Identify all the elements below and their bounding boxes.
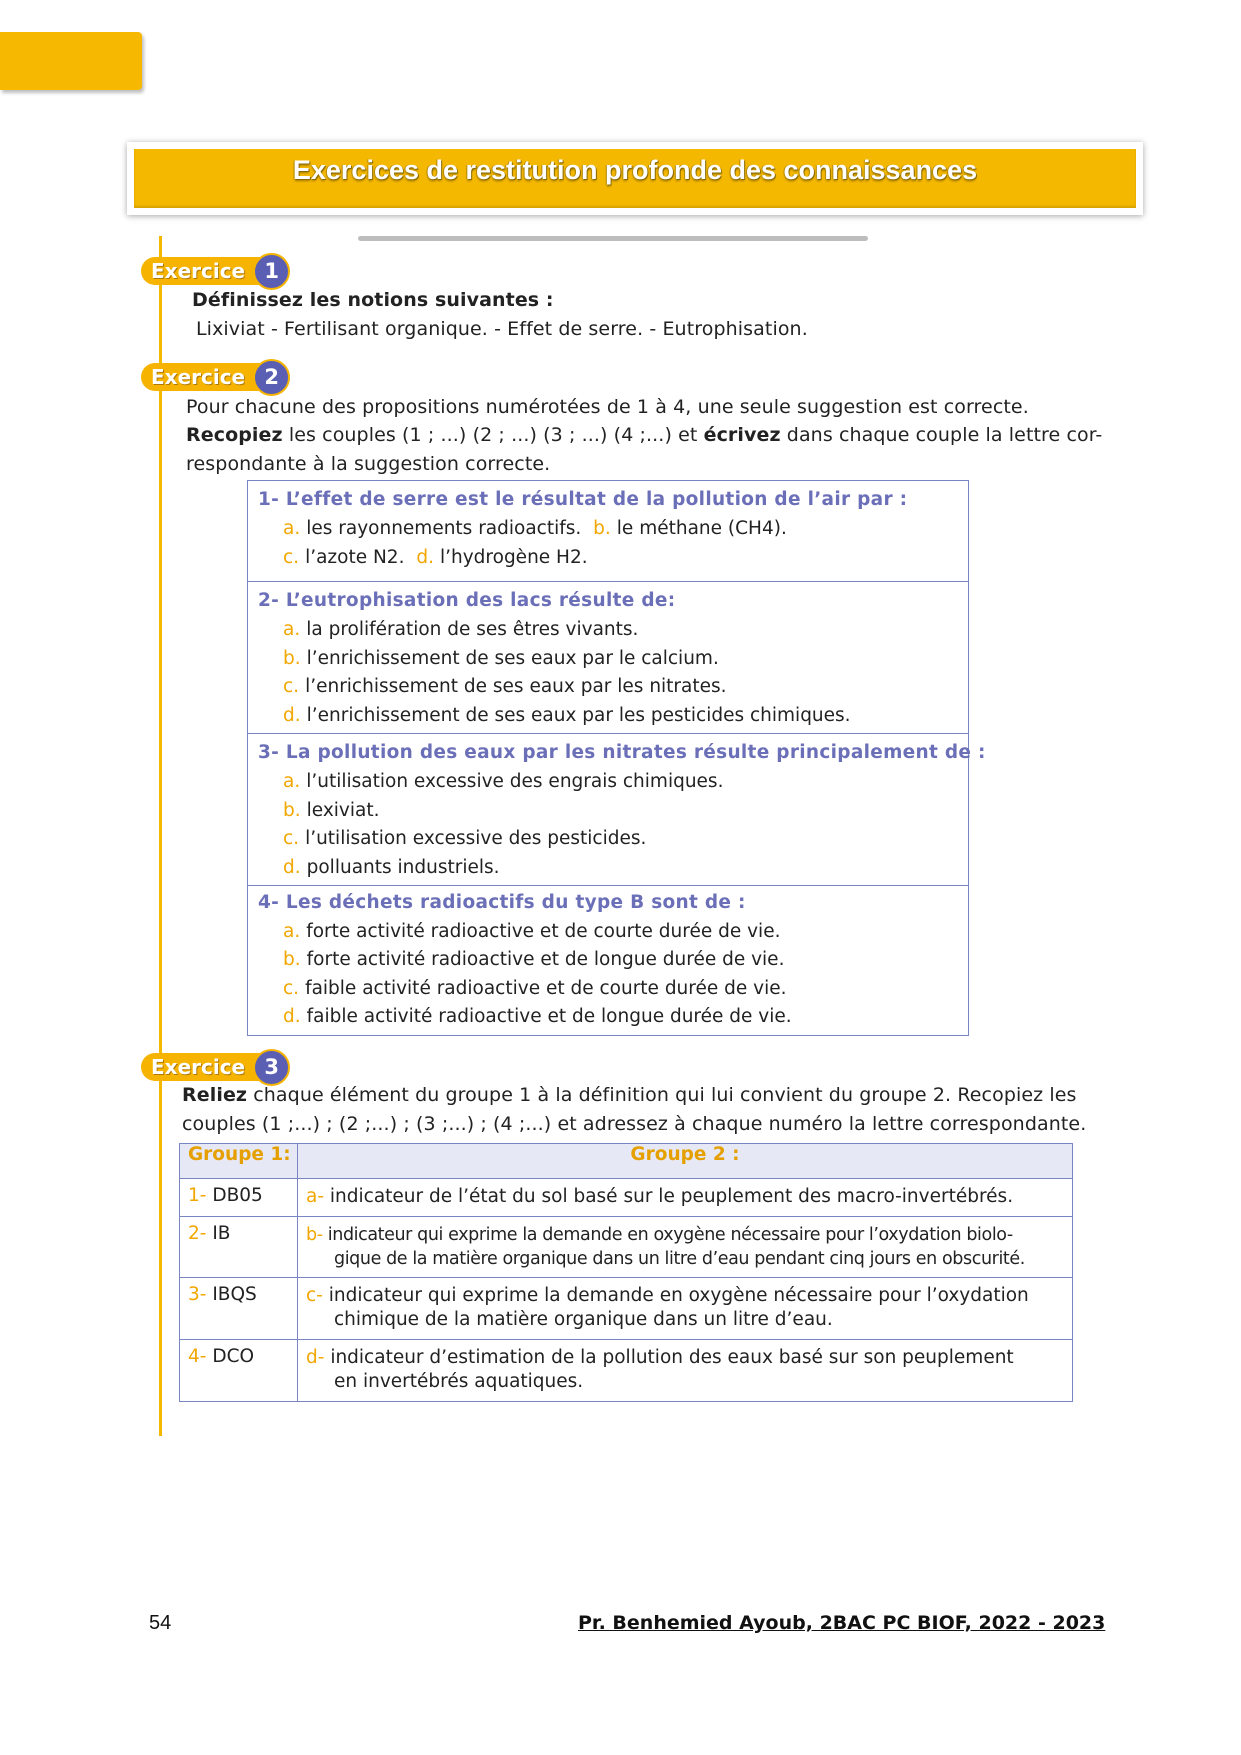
option-text: l’enrichissement de ses eaux par les pesticides chimiques. bbox=[306, 705, 851, 726]
option-letter: a. bbox=[283, 771, 301, 792]
option bbox=[283, 828, 646, 849]
corner-tab bbox=[0, 32, 142, 90]
def-text: indicateur d’estimation de la pollution des eaux basé sur son peuplement bbox=[330, 1347, 1014, 1368]
option-letter: b. bbox=[283, 648, 301, 669]
option-letter: d. bbox=[283, 705, 301, 726]
exercise-label: Exercice bbox=[141, 1053, 275, 1081]
def-letter: d- bbox=[306, 1347, 325, 1368]
matching-table bbox=[179, 1143, 1073, 1402]
option-letter: c. bbox=[283, 978, 300, 999]
item-label: IB bbox=[212, 1223, 231, 1244]
item-number: 1- bbox=[188, 1185, 207, 1206]
exercise-number: 1 bbox=[253, 253, 290, 290]
ex2-recopiez: Recopiez bbox=[186, 424, 283, 446]
question-4-box bbox=[247, 886, 969, 1036]
footer-credit: Pr. Benhemied Ayoub, 2BAC PC BIOF, 2022 - 2023 bbox=[578, 1612, 1106, 1634]
option-letter: b. bbox=[593, 518, 611, 539]
option-text: la prolifération de ses êtres vivants. bbox=[306, 619, 639, 640]
ex2-intro-end: dans chaque couple la lettre cor- bbox=[780, 424, 1103, 446]
ex2-intro-line2 bbox=[186, 424, 1102, 446]
exercise-2-badge bbox=[141, 362, 290, 392]
def-letter: c- bbox=[306, 1285, 323, 1306]
option-letter: c. bbox=[283, 676, 300, 697]
option-text: faible activité radioactive et de courte durée de vie. bbox=[305, 978, 787, 999]
table-row bbox=[180, 1179, 1073, 1217]
option-text: le méthane (CH4). bbox=[616, 518, 787, 539]
def-text: indicateur de l’état du sol basé sur le peuplement des macro-invertébrés. bbox=[329, 1186, 1014, 1207]
option-text: l’utilisation excessive des pesticides. bbox=[305, 828, 647, 849]
group2-cell bbox=[298, 1278, 1073, 1340]
def-text-cont: chimique de la matière organique dans un litre d’eau. bbox=[334, 1309, 833, 1330]
question-title: 2- L’eutrophisation des lacs résulte de: bbox=[258, 590, 676, 611]
question-title: 1- L’effet de serre est le résultat de la pollution de l’air par : bbox=[258, 489, 908, 510]
question-2-box bbox=[247, 582, 969, 734]
group2-cell bbox=[298, 1340, 1073, 1402]
option-letter: c. bbox=[283, 828, 300, 849]
item-number: 2- bbox=[188, 1223, 207, 1244]
table-header-row bbox=[180, 1144, 1073, 1179]
ex3-intro-text: chaque élément du groupe 1 à la définition qui lui convient du groupe 2. Recopiez les bbox=[247, 1084, 1077, 1106]
option bbox=[283, 771, 723, 792]
group1-cell bbox=[180, 1179, 298, 1217]
option-text: lexiviat. bbox=[306, 800, 380, 821]
option bbox=[283, 619, 638, 640]
ex3-intro-line2: couples (1 ;...) ; (2 ;...) ; (3 ;...) ; (4 ;...) et adressez à chaque numéro la lettre correspondante. bbox=[182, 1113, 1087, 1135]
option bbox=[283, 800, 379, 821]
exercise-number: 3 bbox=[253, 1049, 290, 1086]
options-line bbox=[283, 518, 787, 539]
table-row bbox=[180, 1340, 1073, 1402]
option bbox=[283, 978, 787, 999]
def-text: indicateur qui exprime la demande en oxygène nécessaire pour l’oxydation bbox=[328, 1285, 1029, 1306]
option-text: forte activité radioactive et de longue durée de vie. bbox=[306, 949, 785, 970]
table-row bbox=[180, 1278, 1073, 1340]
exercise-1-badge bbox=[141, 256, 290, 286]
option bbox=[283, 705, 851, 726]
option-text: polluants industriels. bbox=[306, 857, 500, 878]
item-label: IBQS bbox=[212, 1284, 257, 1305]
option-text: l’enrichissement de ses eaux par les nitrates. bbox=[305, 676, 727, 697]
column-header-groupe-2: Groupe 2 : bbox=[298, 1144, 1073, 1179]
def-text: indicateur qui exprime la demande en oxygène nécessaire pour l’oxydation biolo- bbox=[327, 1225, 1013, 1245]
option-letter: c. bbox=[283, 547, 300, 568]
option bbox=[283, 648, 719, 669]
group1-cell bbox=[180, 1340, 298, 1402]
question-1-box bbox=[247, 480, 969, 582]
question-title: 3- La pollution des eaux par les nitrates résulte principalement de : bbox=[258, 742, 986, 763]
option-letter: a. bbox=[283, 619, 301, 640]
section-title: Exercices de restitution profonde des connaissances bbox=[292, 155, 978, 185]
exercise-label: Exercice bbox=[141, 363, 275, 391]
margin-rule bbox=[159, 236, 162, 1436]
option bbox=[283, 1006, 792, 1027]
item-number: 4- bbox=[188, 1346, 207, 1367]
option-text: l’hydrogène H2. bbox=[439, 547, 588, 568]
question-3-box bbox=[247, 734, 986, 886]
option bbox=[283, 921, 780, 942]
option bbox=[283, 676, 727, 697]
option-letter: d. bbox=[283, 857, 301, 878]
option-letter: a. bbox=[283, 518, 301, 539]
ex2-ecrivez: écrivez bbox=[703, 424, 781, 446]
exercise-number: 2 bbox=[253, 359, 290, 396]
option bbox=[283, 949, 784, 970]
def-text-cont: en invertébrés aquatiques. bbox=[334, 1371, 584, 1392]
option-letter: a. bbox=[283, 921, 301, 942]
option-text: les rayonnements radioactifs. bbox=[306, 518, 582, 539]
option-letter: d. bbox=[283, 1006, 301, 1027]
item-label: DCO bbox=[212, 1346, 255, 1367]
option-letter: d. bbox=[416, 547, 434, 568]
header-divider bbox=[358, 236, 868, 241]
question-title: 4- Les déchets radioactifs du type B sont de : bbox=[258, 892, 746, 913]
table-row bbox=[180, 1217, 1073, 1278]
option-text: l’enrichissement de ses eaux par le calcium. bbox=[306, 648, 719, 669]
section-header-band bbox=[134, 149, 1136, 208]
def-letter: a- bbox=[306, 1186, 325, 1207]
ex2-couples: les couples (1 ; ...) (2 ; ...) (3 ; ...) (4 ;...) et bbox=[282, 424, 704, 446]
option-letter: b. bbox=[283, 949, 301, 970]
ex2-intro-line3: respondante à la suggestion correcte. bbox=[186, 453, 551, 475]
ex1-instruction: Définissez les notions suivantes : bbox=[192, 289, 554, 311]
option-text: faible activité radioactive et de longue durée de vie. bbox=[306, 1006, 792, 1027]
option bbox=[283, 857, 500, 878]
group1-cell bbox=[180, 1217, 298, 1278]
item-number: 3- bbox=[188, 1284, 207, 1305]
group1-cell bbox=[180, 1278, 298, 1340]
page-number: 54 bbox=[149, 1612, 172, 1634]
group2-cell bbox=[298, 1179, 1073, 1217]
options-line bbox=[283, 547, 588, 568]
section-header bbox=[127, 142, 1143, 215]
exercise-label: Exercice bbox=[141, 257, 275, 285]
exercise-3-badge bbox=[141, 1052, 290, 1082]
column-header-groupe-1: Groupe 1: bbox=[180, 1144, 298, 1179]
option-text: forte activité radioactive et de courte durée de vie. bbox=[306, 921, 781, 942]
item-label: DB05 bbox=[212, 1185, 263, 1206]
option-text: l’azote N2. bbox=[305, 547, 405, 568]
option-text: l’utilisation excessive des engrais chimiques. bbox=[306, 771, 724, 792]
ex2-intro-line1: Pour chacune des propositions numérotées de 1 à 4, une seule suggestion est correcte. bbox=[186, 396, 1029, 418]
ex1-notions: Lixiviat - Fertilisant organique. - Effet de serre. - Eutrophisation. bbox=[196, 318, 808, 340]
ex3-intro-line1 bbox=[182, 1084, 1077, 1106]
ex3-reliez: Reliez bbox=[182, 1084, 248, 1106]
option-letter: b. bbox=[283, 800, 301, 821]
def-text-cont: gique de la matière organique dans un litre d’eau pendant cinq jours en obscurité. bbox=[334, 1249, 1025, 1269]
def-letter: b- bbox=[306, 1225, 323, 1245]
group2-cell bbox=[298, 1217, 1073, 1278]
